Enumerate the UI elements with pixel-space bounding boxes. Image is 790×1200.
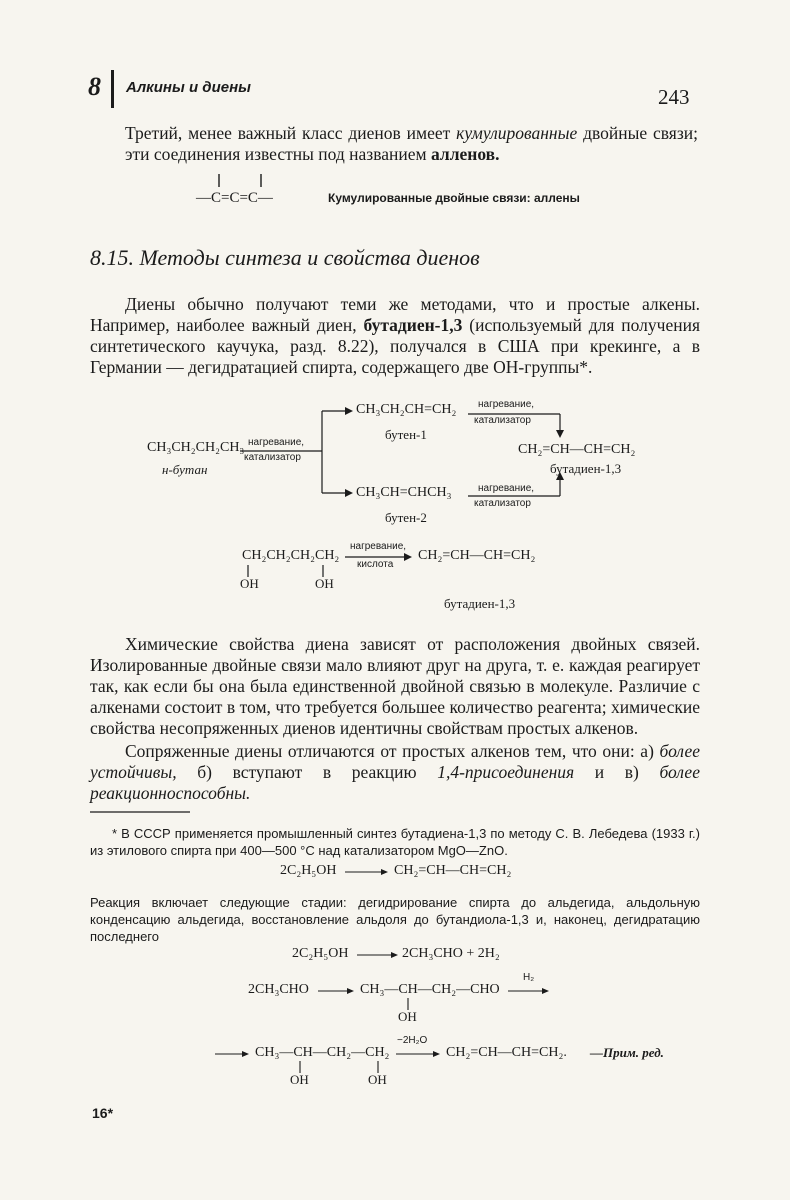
properties-em-3: более реакционноспособны. [90,762,700,803]
footnote-eq1-right: CH₂=CH—CH=CH₂ [394,863,512,878]
butene1-formula: CH₃CH₂CH=CH₂ [356,402,457,417]
butane-cond-top: нагревание, [248,437,305,448]
properties-em-1: более устойчивы, [90,741,700,782]
page-number: 243 [658,85,690,109]
footnote-eq4-oh-1: OH [290,1072,309,1087]
butane-cond-bottom: катализатор [244,452,301,463]
footnote-eq4-cond: −2H₂O [397,1035,428,1046]
properties-text-b: б) вступают в реакцию [176,762,438,782]
properties-text-c: и в) [574,762,660,782]
intro-strong: алленов. [430,144,500,164]
footnote-text-2: Реакция включает следующие стадии: дегидрирование спирта до альдегида, альдольную конденсацию альдегида, восстановление альдоля до бутандиола-1,3 и, наконец, дегидратацию последнего [90,895,700,944]
footnote-eq1-left: 2C₂H₅OH [280,863,337,878]
footnote-eq4-note: —Прим. ред. [590,1045,664,1060]
butene2-cond-top: нагревание, [478,483,535,494]
properties-em-2: 1,4-присоединения [437,762,575,782]
diol-product: CH₂=CH—CH=CH₂ [418,548,536,563]
butene1-cond-bottom: катализатор [474,415,531,426]
footnote-eq4-right: CH₂=CH—CH=CH₂. [446,1045,567,1060]
section-strong: бутадиен-1,3 [363,315,463,335]
diol-oh-2: OH [315,576,334,591]
diol-product-name: бутадиен-1,3 [444,596,516,611]
footnote-eq4-oh-2: OH [368,1072,387,1087]
diol-cond-top: нагревание, [350,541,407,552]
intro-emphasis: кумулированные [456,123,578,143]
intro-text-a: Третий, менее важный класс диенов имеет [125,123,457,143]
butene1-name: бутен-1 [385,427,427,442]
diol-cond-bottom: кислота [357,559,394,570]
butadiene-formula: CH₂=CH—CH=CH₂ [518,442,636,457]
butene2-name: бутен-2 [385,510,427,525]
butane-formula: CH₃CH₂CH₂CH₃ [147,440,245,455]
properties-paragraph-2 [90,741,700,804]
footnote-text-1: * В СССР применяется промышленный синтез бутадиена-1,3 по методу С. В. Лебедева (1933 г.) из этилового спирта при 400—500 °С над катализатором MgO—ZnO. [90,826,700,858]
section-text-a: Диены обычно получают теми же методами, что и простые алкены. Например, наиболее важный диен, [90,294,700,335]
section-text-b: (используемый для получения синтетического каучука, разд. 8.22), получался в США при крекинге, а в Германии — дегидратацией спирта, содержащего две ОН-группы*. [90,315,700,377]
allene-formula: —C=C=C— [196,190,273,206]
footnote-eq3-cond: H₂ [523,972,535,983]
diol-oh-1: OH [240,576,259,591]
butane-name: н-бутан [162,462,208,477]
properties-paragraph-1: Химические свойства диена зависят от расположения двойных связей. Изолированные двойные связи мало влияют друг на друга, т. е. каждая реагирует так, как если бы она была единственной двойной связью в молекуле. Различие с алкенами состоит в том, что требуется большее количество реагента; химические свойства несопряженных диенов идентичны свойствам простых алкенов. [90,634,700,738]
chapter-number: 8 [88,72,101,101]
butadiene-name: бутадиен-1,3 [550,461,622,476]
allene-caption: Кумулированные двойные связи: аллены [328,191,580,205]
footnote-eq2-left: 2C₂H₅OH [292,946,349,961]
properties-block [90,634,700,804]
footnote-eq3-right: CH₃—CH—CH₂—CHO [360,982,500,997]
sheet-signature: 16* [92,1105,114,1121]
butene2-cond-bottom: катализатор [474,498,531,509]
footnote-eq4-left: CH₃—CH—CH₂—CH₂ [255,1045,390,1060]
footnote-eq3-left: 2CH₃CHO [248,982,309,997]
butene2-formula: CH₃CH=CHCH₃ [356,485,452,500]
intro-text-b: двойные связи; эти соединения известны под названием [125,123,698,164]
footnote-eq2-right: 2CH₃CHO + 2H₂ [402,946,500,961]
chapter-title: Алкины и диены [126,79,251,96]
properties-text-a: Сопряженные диены отличаются от простых алкенов тем, что они: а) [125,741,660,761]
diol-formula: CH₂CH₂CH₂CH₂ [242,548,340,563]
footnote-eq3-oh: OH [398,1009,417,1024]
butene1-cond-top: нагревание, [478,399,535,410]
section-title: 8.15. Методы синтеза и свойства диенов [90,245,480,270]
